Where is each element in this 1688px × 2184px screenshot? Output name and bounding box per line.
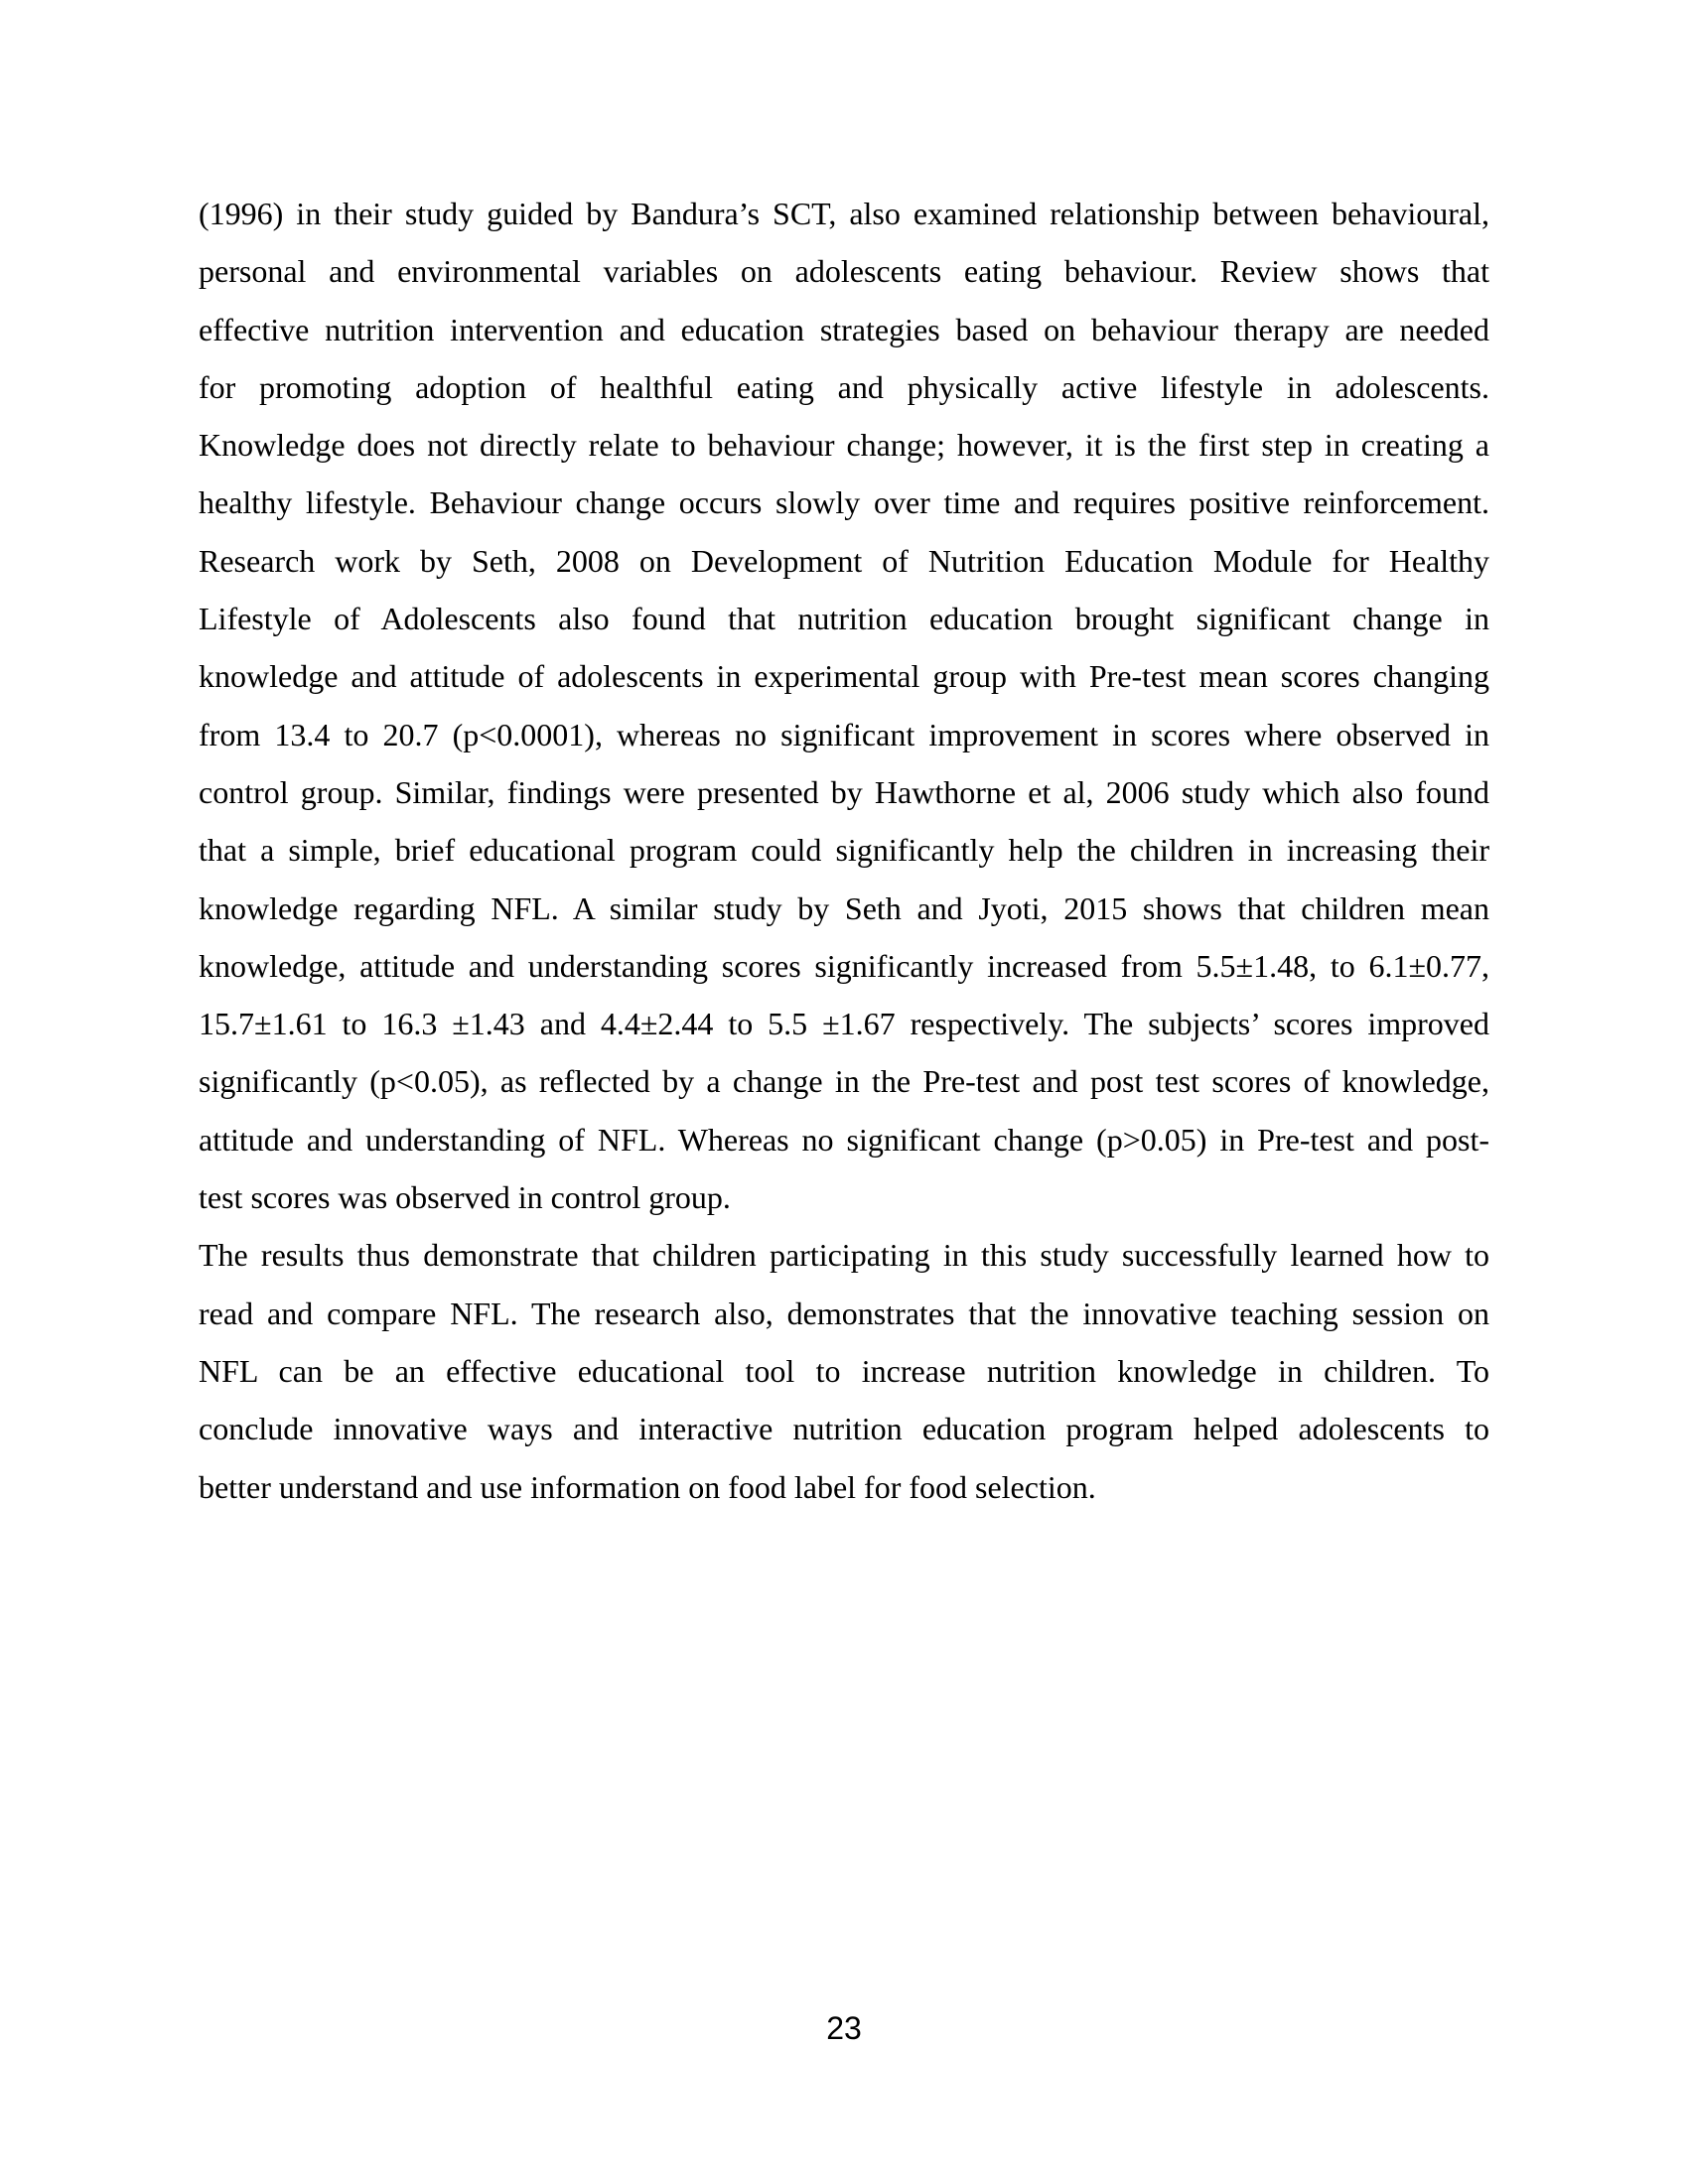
text-line: Research work by Seth, 2008 on Development of Nutrition Education Module for Healthy [199, 542, 1489, 579]
text-line: control group. Similar, findings were presented by Hawthorne et al, 2006 study which also found [199, 773, 1489, 810]
text-line: significantly (p<0.05), as reflected by a change in the Pre-test and post test scores of knowledge, [199, 1063, 1489, 1100]
text-line: The results thus demonstrate that children participating in this study successfully learned how to [199, 1237, 1489, 1274]
text-line: conclude innovative ways and interactive nutrition education program helped adolescents to [199, 1411, 1489, 1447]
text-line: effective nutrition intervention and education strategies based on behaviour therapy are needed [199, 311, 1489, 347]
body-text [199, 185, 1489, 1516]
text-line: personal and environmental variables on adolescents eating behaviour. Review shows that [199, 253, 1489, 290]
text-line: knowledge regarding NFL. A similar study by Seth and Jyoti, 2015 shows that children mean [199, 889, 1489, 926]
text-line: test scores was observed in control group. [199, 1179, 731, 1216]
text-line: for promoting adoption of healthful eating and physically active lifestyle in adolescents. [199, 368, 1489, 405]
text-line: knowledge and attitude of adolescents in experimental group with Pre-test mean scores changing [199, 658, 1489, 695]
text-line: Knowledge does not directly relate to behaviour change; however, it is the first step in creating a [199, 427, 1489, 464]
text-line: read and compare NFL. The research also, demonstrates that the innovative teaching session on [199, 1295, 1489, 1331]
page-number: 23 [826, 2010, 862, 2046]
text-line: Lifestyle of Adolescents also found that nutrition education brought significant change in [199, 601, 1489, 637]
text-line: from 13.4 to 20.7 (p<0.0001), whereas no significant improvement in scores where observed in [199, 716, 1489, 752]
text-line: attitude and understanding of NFL. Whereas no significant change (p>0.05) in Pre-test and post- [199, 1121, 1489, 1158]
text-line: NFL can be an effective educational tool to increase nutrition knowledge in children. To [199, 1352, 1489, 1389]
text-line: 15.7±1.61 to 16.3 ±1.43 and 4.4±2.44 to 5.5 ±1.67 respectively. The subjects’ scores improved [199, 1006, 1489, 1042]
text-line: healthy lifestyle. Behaviour change occurs slowly over time and requires positive reinforcement. [199, 484, 1489, 521]
text-line: (1996) in their study guided by Bandura’s SCT, also examined relationship between behavioural, [199, 196, 1489, 231]
text-line: knowledge, attitude and understanding scores significantly increased from 5.5±1.48, to 6.1±0.77, [199, 947, 1489, 984]
text-line: better understand and use information on food label for food selection. [199, 1468, 1096, 1505]
text-line: that a simple, brief educational program could significantly help the children in increasing their [199, 832, 1489, 869]
